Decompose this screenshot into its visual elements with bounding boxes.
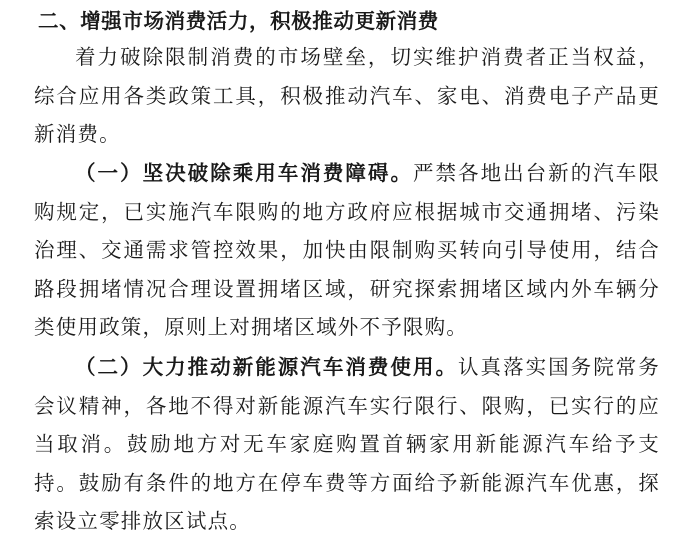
paragraph-body: 严禁各地出台新的汽车限购规定，已实施汽车限购的地方政府应根据城市交通拥堵、污染治理、交通需求管控效果，加快由限制购买转向引导使用，结合路段拥堵情况合理设置拥堵区域，研究探索拥堵区域内外车辆分类使用政策，原则上对拥堵区域外不予限购。: [34, 161, 661, 339]
paragraph-passenger-car: [34, 154, 660, 347]
paragraph-body: 认真落实国务院常务会议精神，各地不得对新能源汽车实行限行、限购，已实行的应当取消。鼓励地方对无车家庭购置首辆家用新能源汽车给予支持。鼓励有条件的地方在停车费等方面给予新能源汽车优惠，探索设立零排放区试点。: [34, 355, 660, 533]
paragraph-lead: （二）大力推动新能源汽车消费使用。: [75, 355, 459, 379]
paragraph-new-energy-vehicle: [34, 348, 660, 541]
paragraph-intro: [34, 38, 660, 154]
paragraph-lead: （一）坚决破除乘用车消费障碍。: [75, 161, 413, 185]
paragraph-body: 着力破除限制消费的市场壁垒，切实维护消费者正当权益，综合应用各类政策工具，积极推动汽车、家电、消费电子产品更新消费。: [34, 45, 660, 146]
section-heading: 二、增强市场消费活力，积极推动更新消费: [38, 9, 439, 33]
